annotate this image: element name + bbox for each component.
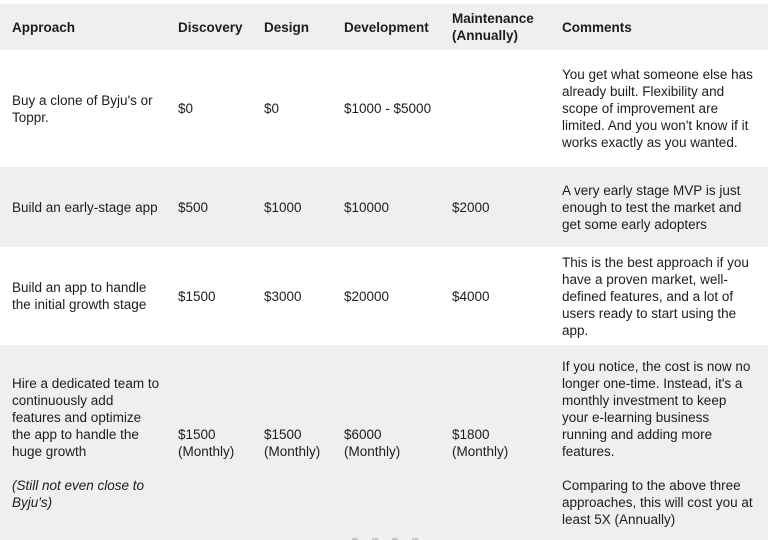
approach-text: Buy a clone of Byju's or Toppr.	[12, 92, 153, 125]
approach-cell	[0, 50, 168, 167]
approach-text: Build an app to handle the initial growth stage	[12, 280, 147, 312]
comment-paragraph: If you notice, the cost is now no longer one-time. Instead, it's a monthly investment to keep your e-learning business running and adding more features.	[562, 359, 751, 459]
design-cost: $0	[264, 101, 280, 116]
column-header-design: Design	[264, 19, 310, 35]
discovery-cost: $0	[178, 101, 194, 116]
approach-note: (Still not even close to Byju's)	[12, 478, 145, 510]
maintenance-cost	[442, 50, 550, 167]
comments-cell	[550, 167, 768, 247]
column-header-approach: Approach	[12, 19, 76, 35]
maintenance-cost: $2000	[452, 199, 490, 215]
development-cost: $20000	[344, 288, 390, 304]
discovery-cost: $500	[178, 199, 209, 215]
approach-text: Hire a dedicated team to continuously add features and optimize the app to handle the huge growth	[12, 376, 160, 459]
discovery-cost: $1500	[178, 288, 216, 304]
approach-cell	[0, 167, 168, 247]
development-cost: $10000	[344, 199, 390, 215]
approach-cell	[0, 247, 168, 345]
comments-cell	[550, 247, 768, 345]
table-row-clone-app	[0, 50, 768, 167]
table-header-row	[0, 4, 768, 50]
column-header-maintenance: Maintenance (Annually)	[452, 11, 534, 43]
table-row-dedicated-team	[0, 345, 768, 540]
column-header-discovery: Discovery	[178, 19, 243, 35]
column-header-development: Development	[344, 19, 429, 35]
approach-text: Build an early-stage app	[12, 199, 158, 215]
cost-comparison-table	[0, 4, 768, 540]
comment-paragraph: Comparing to the above three approaches, this will cost you at least 5X (Annually)	[562, 478, 753, 527]
table-row-early-stage-app	[0, 167, 768, 247]
maintenance-cost: $4000	[452, 288, 490, 304]
comment-paragraph: A very early stage MVP is just enough to test the market and get some early adopters	[562, 182, 742, 232]
discovery-cost: $1500 (Monthly)	[178, 427, 235, 459]
comments-cell	[550, 345, 768, 540]
column-header-comments: Comments	[562, 19, 632, 35]
comment-paragraph: You get what someone else has already built. Flexibility and scope of improvement are limited. And you won't know if it works exactly as you wanted.	[562, 67, 753, 150]
table-row-initial-growth-app	[0, 247, 768, 345]
development-cost: $1000 - $5000	[344, 101, 432, 116]
maintenance-cost: $1800 (Monthly)	[452, 427, 509, 459]
design-cost: $1500 (Monthly)	[264, 427, 321, 459]
comment-paragraph: This is the best approach if you have a proven market, well-defined features, and a lot of users ready to start using the app.	[562, 254, 749, 338]
design-cost: $3000	[264, 288, 302, 304]
development-cost: $6000 (Monthly)	[344, 427, 401, 459]
comments-cell	[550, 50, 768, 167]
approach-cell	[0, 345, 168, 540]
design-cost: $1000	[264, 199, 302, 215]
